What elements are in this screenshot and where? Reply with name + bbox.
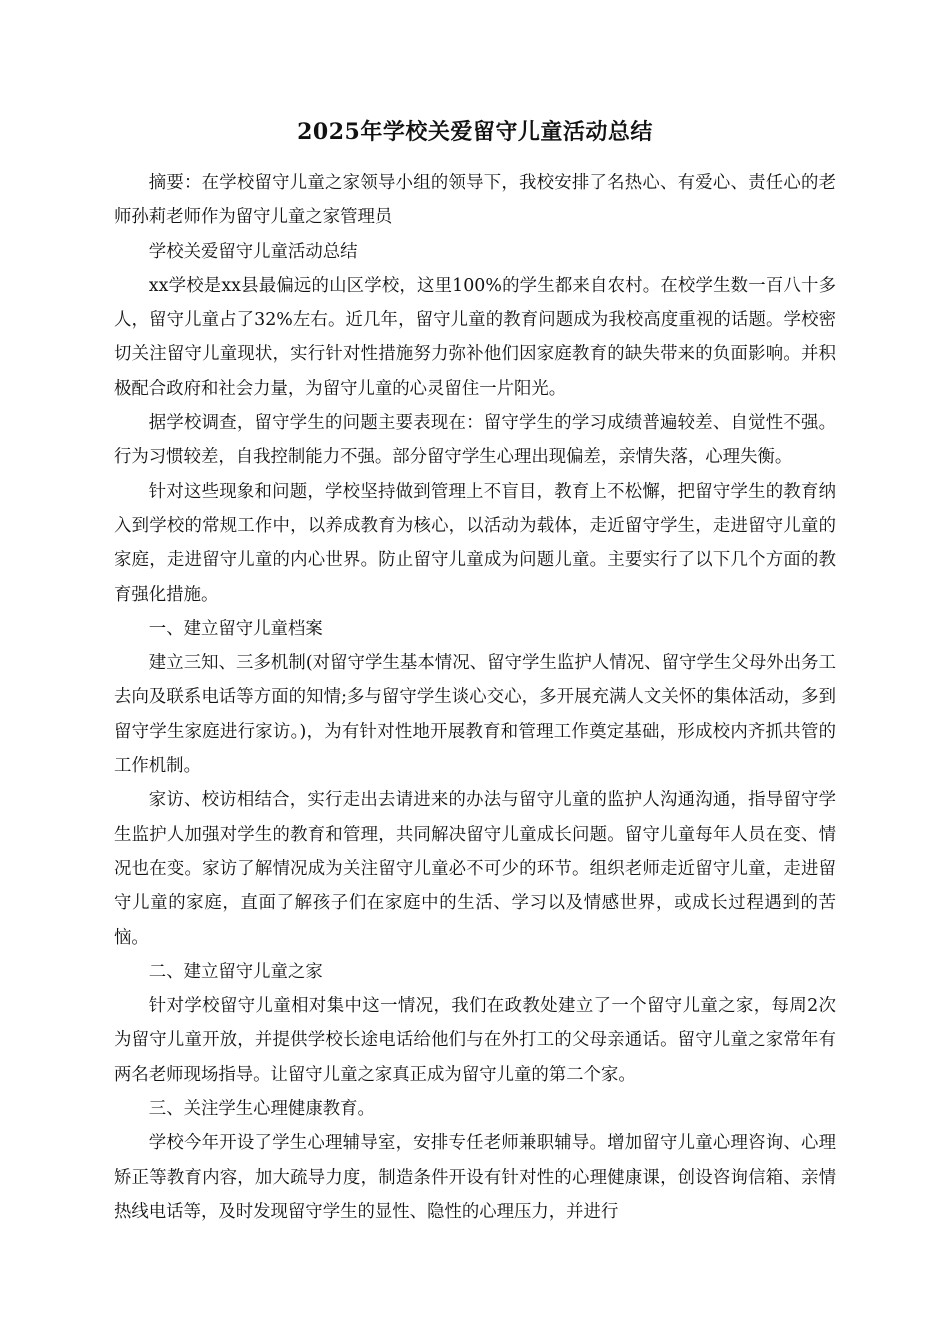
paragraph: xx学校是xx县最偏远的山区学校，这里100%的学生都来自农村。在校学生数一百八十多人，留守儿童占了32%左右。近几年，留守儿童的教育问题成为我校高度重视的话题。学校密切关注留守儿童现状，实行针对性措施努力弥补他们因家庭教育的缺失带来的负面影响。并积极配合政府和社会力量，为留守儿童的心灵留住一片阳光。 <box>114 275 836 399</box>
paragraph-abstract: 摘要：在学校留守儿童之家领导小组的领导下，我校安排了名热心、有爱心、责任心的老师孙莉老师作为留守儿童之家管理员 <box>114 173 836 228</box>
paragraph: 学校今年开设了学生心理辅导室，安排专任老师兼职辅导。增加留守儿童心理咨询、心理矫正等教育内容，加大疏导力度，制造条件开设有针对性的心理健康课，创设咨询信箱、亲情热线电话等，及时发现留守学生的显性、隐性的心理压力，并进行 <box>114 1133 836 1222</box>
paragraph: 针对这些现象和问题，学校坚持做到管理上不盲目，教育上不松懈，把留守学生的教育纳入到学校的常规工作中，以养成教育为核心，以活动为载体，走近留守学生，走进留守儿童的家庭，走进留守儿童的内心世界。防止留守儿童成为问题儿童。主要实行了以下几个方面的教育强化措施。 <box>114 481 836 605</box>
paragraph: 家访、校访相结合，实行走出去请进来的办法与留守儿童的监护人沟通沟通，指导留守学生监护人加强对学生的教育和管理，共同解决留守儿童成长问题。留守儿童每年人员在变、情况也在变。家访了解情况成为关注留守儿童必不可少的环节。组织老师走近留守儿童，走进留守儿童的家庭，直面了解孩子们在家庭中的生活、学习以及情感世界，或成长过程遇到的苦恼。 <box>114 790 836 948</box>
paragraph: 据学校调查，留守学生的问题主要表现在：留守学生的学习成绩普遍较差、自觉性不强。行为习惯较差，自我控制能力不强。部分留守学生心理出现偏差，亲情失落，心理失衡。 <box>114 413 836 468</box>
document-body <box>114 166 836 1229</box>
section-heading: 二、建立留守儿童之家 <box>148 961 323 982</box>
paragraph: 建立三知、三多机制(对留守学生基本情况、留守学生监护人情况、留守学生父母外出务工去向及联系电话等方面的知情;多与留守学生谈心交心，多开展充满人文关怀的集体活动，多到留守学生家庭进行家访。)，为有针对性地开展教育和管理工作奠定基础，形成校内齐抓共管的工作机制。 <box>114 653 836 777</box>
document-title: 2025年学校关爱留守儿童活动总结 <box>297 119 653 145</box>
paragraph: 针对学校留守儿童相对集中这一情况，我们在政教处建立了一个留守儿童之家，每周2次为留守儿童开放，并提供学校长途电话给他们与在外打工的父母亲通话。留守儿童之家常年有两名老师现场指导。让留守儿童之家真正成为留守儿童的第二个家。 <box>114 996 836 1085</box>
section-heading: 三、关注学生心理健康教育。 <box>148 1099 375 1120</box>
paragraph-subtitle: 学校关爱留守儿童活动总结 <box>148 241 358 262</box>
section-heading: 一、建立留守儿童档案 <box>148 618 323 639</box>
